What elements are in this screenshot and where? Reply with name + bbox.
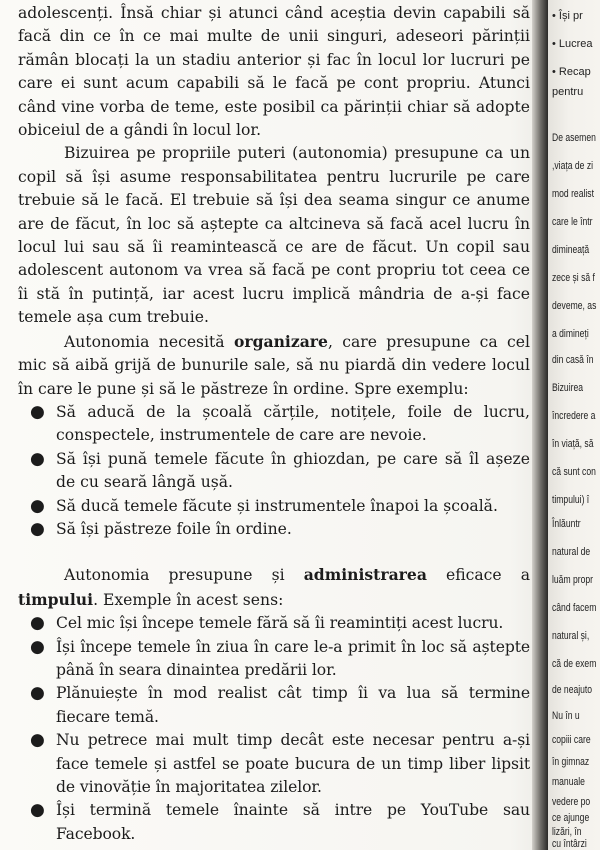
text-span: Autonomia presupune și: [64, 566, 304, 585]
bold-term-administration: administrarea: [303, 565, 427, 585]
list-item: [30, 518, 530, 541]
facing-text-line: care le într: [552, 216, 593, 228]
list-item: [30, 729, 530, 799]
facing-text-line: că sunt con: [552, 466, 596, 478]
facing-text-line: • Își pr: [552, 10, 583, 22]
facing-text-line: dimineață: [552, 244, 590, 256]
facing-text-line: mod realist: [552, 188, 594, 200]
text-span: Autonomia necesită: [64, 332, 234, 351]
facing-text-line: ce ajunge: [552, 812, 590, 824]
bullet-icon: ●: [30, 518, 45, 539]
facing-text-line: de neajuto: [552, 684, 593, 696]
list-item-text: Își termină temele înainte să intre pe YouTube sau Facebook.: [56, 801, 530, 843]
list-item: [30, 401, 530, 448]
list-item: [30, 799, 530, 846]
list-item-text: Să își păstreze foile în ordine.: [56, 519, 292, 538]
bold-term-time: timpului: [18, 589, 94, 609]
facing-text-line: luăm propr: [552, 574, 594, 586]
text-span: . Exemple în acest sens:: [93, 590, 284, 609]
book-gutter-shadow: [532, 0, 548, 850]
facing-text-line: zece și să f: [552, 272, 595, 284]
list-item-text: Să ducă temele făcute și instrumentele înapoi la școală.: [56, 496, 498, 515]
facing-text-line: în gimnaz: [552, 756, 590, 768]
facing-text-line: manuale: [552, 776, 585, 788]
facing-text-line: lizări, în: [552, 826, 582, 838]
list-item: [30, 682, 530, 729]
facing-text-line: a dimineți: [552, 328, 589, 340]
text-span: eficace a: [426, 566, 531, 585]
facing-text-line: copiii care: [552, 734, 591, 746]
list-item: [30, 636, 530, 683]
facing-text-line: deveme, as: [552, 300, 597, 312]
facing-page: [548, 0, 600, 850]
list-item: [30, 612, 530, 635]
organization-list: [18, 401, 530, 541]
facing-text-line: natural și,: [552, 630, 590, 642]
bullet-icon: ●: [30, 800, 45, 821]
list-item: [30, 448, 530, 495]
facing-text-line: Înlăuntr: [552, 518, 581, 530]
bullet-icon: ●: [30, 636, 45, 657]
main-text-column: [18, 2, 530, 846]
bullet-icon: ●: [30, 495, 45, 516]
list-item-text: Nu petrece mai mult timp decât este necesar pentru a-și face temele și astfel se poate bucura de un timp liber lipsit de vinovăție în majoritatea zilelor.: [56, 731, 530, 796]
facing-text-line: ,viața de zi: [552, 160, 594, 172]
facing-text-line: vedere po: [552, 796, 591, 808]
text-span: , care presupune ca cel mic să aibă grijă de bunurile sale, să nu piardă din vedere locul în care le pune și să le păstreze în ordine. Spre exemplu:: [18, 332, 530, 398]
list-item-text: Își începe temele în ziua în care le-a primit în loc să aștepte până în seara dinaintea predării lor.: [56, 637, 530, 679]
bullet-icon: ●: [30, 448, 45, 469]
paragraph-autonomy: Bizuirea pe propriile puteri (autonomia) presupune ca un copil să își asume responsabilitatea pentru lucrurile pe care trebuie să le facă. El trebuie să își dea seama singur ce anume are de făcut, în loc să aștepte ca altcineva să facă acel lucru în locul lui sau să îi reamintească ce are de făcut. Un copil sau adolescent autonom va vrea să facă pe cont propriu tot ceea ce îi stă în putință, iar acest lucru implică mândria de a-și face temele așa cum trebuie.: [18, 144, 530, 327]
bullet-icon: ●: [30, 613, 45, 634]
list-item-text: Plănuiește în mod realist cât timp îi va lua să termine fiecare temă.: [56, 684, 530, 726]
bullet-icon: ●: [30, 730, 45, 751]
facing-text-line: natural de: [552, 546, 591, 558]
paragraph-time-management: [18, 563, 530, 612]
facing-text-line: Bizuirea: [552, 382, 584, 394]
facing-text-line: • Lucrea: [552, 38, 593, 50]
facing-text-line: De asemen: [552, 132, 596, 144]
facing-text-line: timpului) î: [552, 494, 590, 506]
facing-text-line: încredere a: [552, 410, 596, 422]
facing-text-line: când facem: [552, 602, 597, 614]
time-management-list: [18, 612, 530, 846]
facing-text-line: din casă în: [552, 354, 594, 366]
facing-text-line: pentru: [552, 86, 584, 98]
list-item-text: Să aducă de la școală cărțile, notițele, foile de lucru, conspectele, instrumentele de care are nevoie.: [56, 402, 530, 445]
paragraph-intro: adolescenți. Însă chiar și atunci când aceștia devin capabili să facă din ce în ce mai multe de unii singuri, adeseori părinții rămân blocați la un stadiu anterior și fac în locul lor lucruri pe care ei sunt acum capabili să le facă pe cont propriu. Atunci când vine vorba de teme, este posibil ca părinții chiar să adopte obiceiul de a gândi în locul lor.: [18, 4, 530, 140]
facing-text-line: cu întârzi: [552, 838, 587, 850]
bullet-icon: ●: [30, 401, 45, 422]
list-item: [30, 495, 530, 518]
list-item-text: Să își pună temele făcute în ghiozdan, pe care să îl așeze de cu seară lângă ușă.: [56, 449, 530, 492]
facing-text-line: în viață, să: [552, 438, 594, 450]
list-item-text: Cel mic își începe temele fără să îi reamintiți acest lucru.: [56, 614, 504, 633]
paragraph-organization: [18, 330, 530, 401]
bold-term-organization: organizare: [233, 331, 328, 351]
facing-text-line: că de exem: [552, 658, 597, 670]
facing-text-line: • Recap: [552, 66, 591, 78]
bullet-icon: ●: [30, 683, 45, 704]
facing-text-line: Nu în u: [552, 710, 580, 722]
